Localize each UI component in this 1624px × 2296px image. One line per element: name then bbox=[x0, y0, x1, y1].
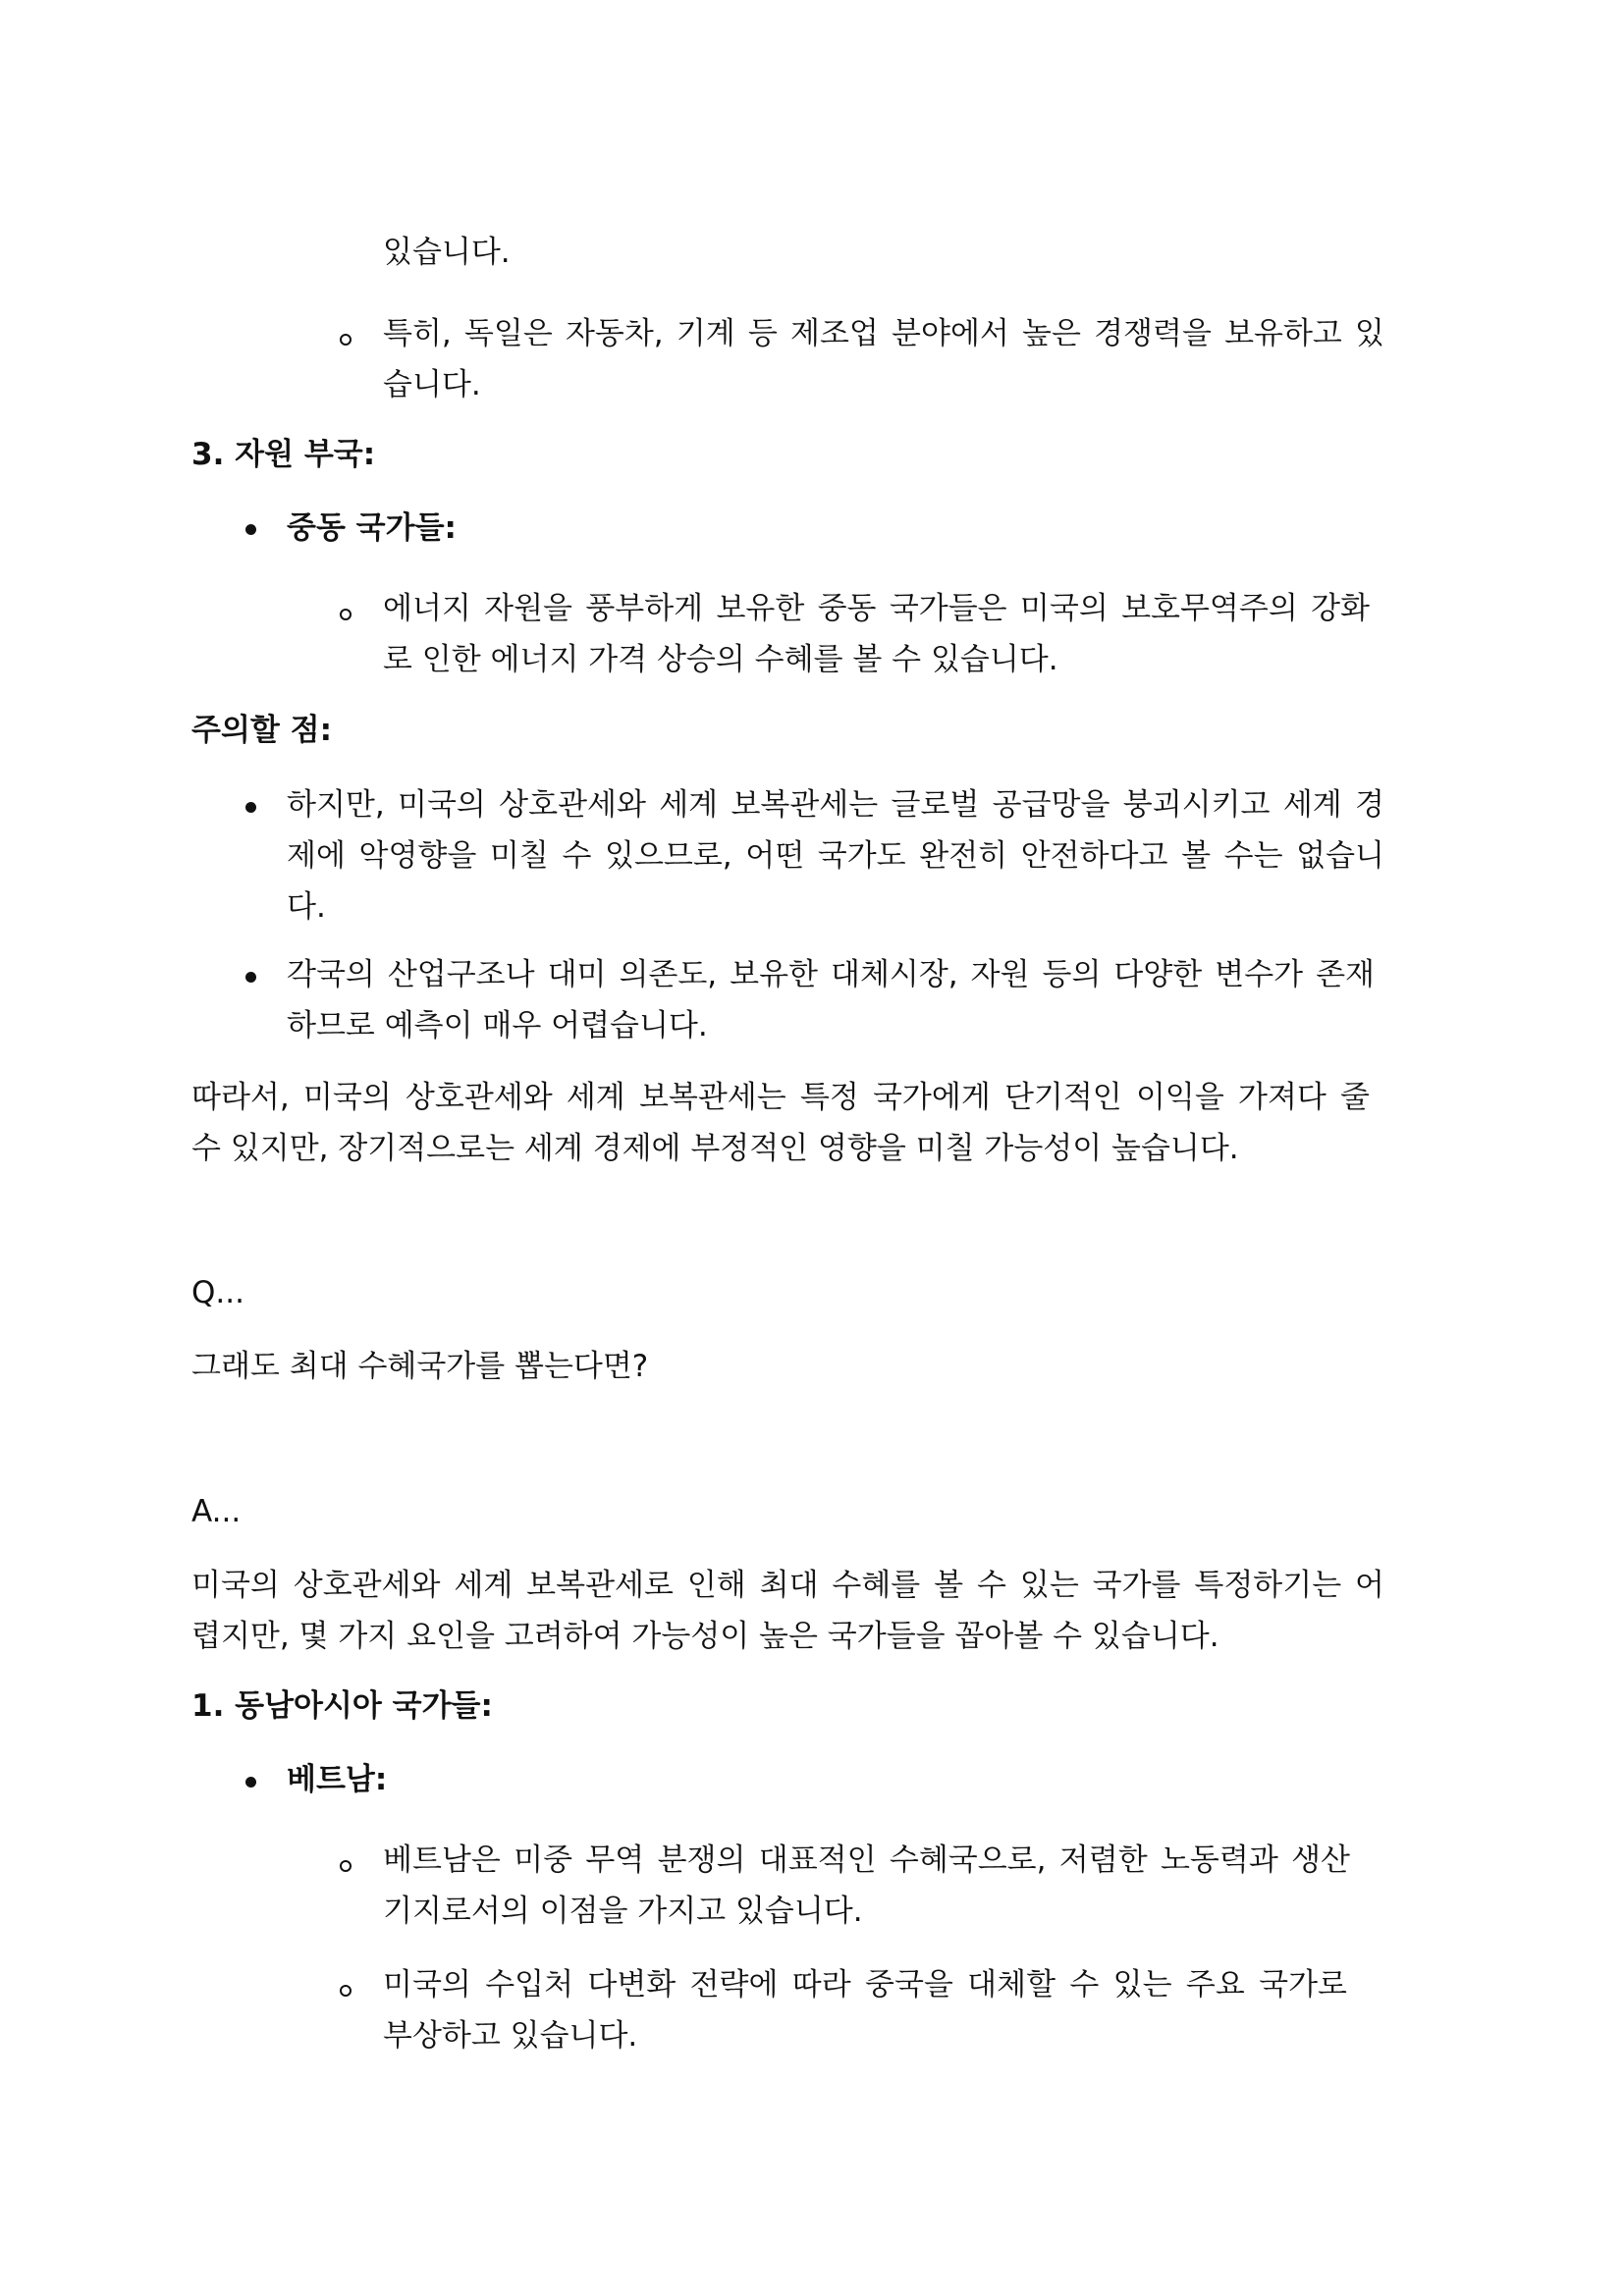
caution-1-line-3: 다. bbox=[287, 889, 326, 925]
caution-1-line-1: 하지만, 미국의 상호관세와 세계 보복관세는 글로벌 공급망을 붕괴시키고 세계 경 bbox=[287, 787, 1384, 823]
section-3-heading: 3. 자원 부국: bbox=[191, 437, 376, 472]
question-label: Q... bbox=[191, 1275, 244, 1310]
vietnam-2-line-2: 부상하고 있습니다. bbox=[383, 2018, 638, 2054]
vietnam-2-line-1: 미국의 수입처 다변화 전략에 따라 중국을 대체할 수 있는 주요 국가로 bbox=[383, 1967, 1347, 2002]
germany-line-1: 특히, 독일은 자동차, 기계 등 제조업 분야에서 높은 경쟁력을 보유하고 있 bbox=[383, 316, 1384, 351]
vietnam-label: 베트남: bbox=[287, 1762, 388, 1797]
mideast-label: 중동 국가들: bbox=[287, 510, 457, 546]
conclusion-line-1: 따라서, 미국의 상호관세와 세계 보복관세는 특정 국가에게 단기적인 이익을 가져다 줄 bbox=[191, 1080, 1370, 1115]
disc-bullet-icon bbox=[245, 972, 256, 983]
continued-text: 있습니다. bbox=[383, 235, 511, 270]
mideast-line-1: 에너지 자원을 풍부하게 보유한 중동 국가들은 미국의 보호무역주의 강화 bbox=[383, 591, 1370, 626]
circle-bullet-icon bbox=[340, 1860, 352, 1872]
vietnam-1-line-1: 베트남은 미중 무역 분쟁의 대표적인 수혜국으로, 저렴한 노동력과 생산 bbox=[383, 1842, 1350, 1878]
question-text: 그래도 최대 수혜국가를 뽑는다면? bbox=[191, 1349, 649, 1384]
caution-2-line-1: 각국의 산업구조나 대미 의존도, 보유한 대체시장, 자원 등의 다양한 변수가 존재 bbox=[287, 957, 1375, 992]
disc-bullet-icon bbox=[245, 802, 256, 813]
germany-line-2: 습니다. bbox=[383, 367, 481, 402]
answer-intro-line-2: 렵지만, 몇 가지 요인을 고려하여 가능성이 높은 국가들을 꼽아볼 수 있습니다. bbox=[191, 1619, 1219, 1654]
caution-heading: 주의할 점: bbox=[191, 713, 332, 748]
caution-2-line-2: 하므로 예측이 매우 어렵습니다. bbox=[287, 1008, 708, 1043]
section-1-heading: 1. 동남아시아 국가들: bbox=[191, 1688, 493, 1724]
conclusion-line-2: 수 있지만, 장기적으로는 세계 경제에 부정적인 영향을 미칠 가능성이 높습니다. bbox=[191, 1131, 1239, 1166]
answer-label: A... bbox=[191, 1494, 242, 1529]
answer-intro-line-1: 미국의 상호관세와 세계 보복관세로 인해 최대 수혜를 볼 수 있는 국가를 특정하기는 어 bbox=[191, 1568, 1384, 1603]
vietnam-1-line-2: 기지로서의 이점을 가지고 있습니다. bbox=[383, 1894, 863, 1929]
mideast-line-2: 로 인한 에너지 가격 상승의 수혜를 볼 수 있습니다. bbox=[383, 642, 1058, 677]
disc-bullet-icon bbox=[245, 1777, 256, 1788]
caution-1-line-2: 제에 악영향을 미칠 수 있으므로, 어떤 국가도 완전히 안전하다고 볼 수는 없습니 bbox=[287, 838, 1384, 874]
circle-bullet-icon bbox=[340, 334, 352, 346]
circle-bullet-icon bbox=[340, 609, 352, 620]
circle-bullet-icon bbox=[340, 1985, 352, 1997]
disc-bullet-icon bbox=[245, 524, 256, 535]
